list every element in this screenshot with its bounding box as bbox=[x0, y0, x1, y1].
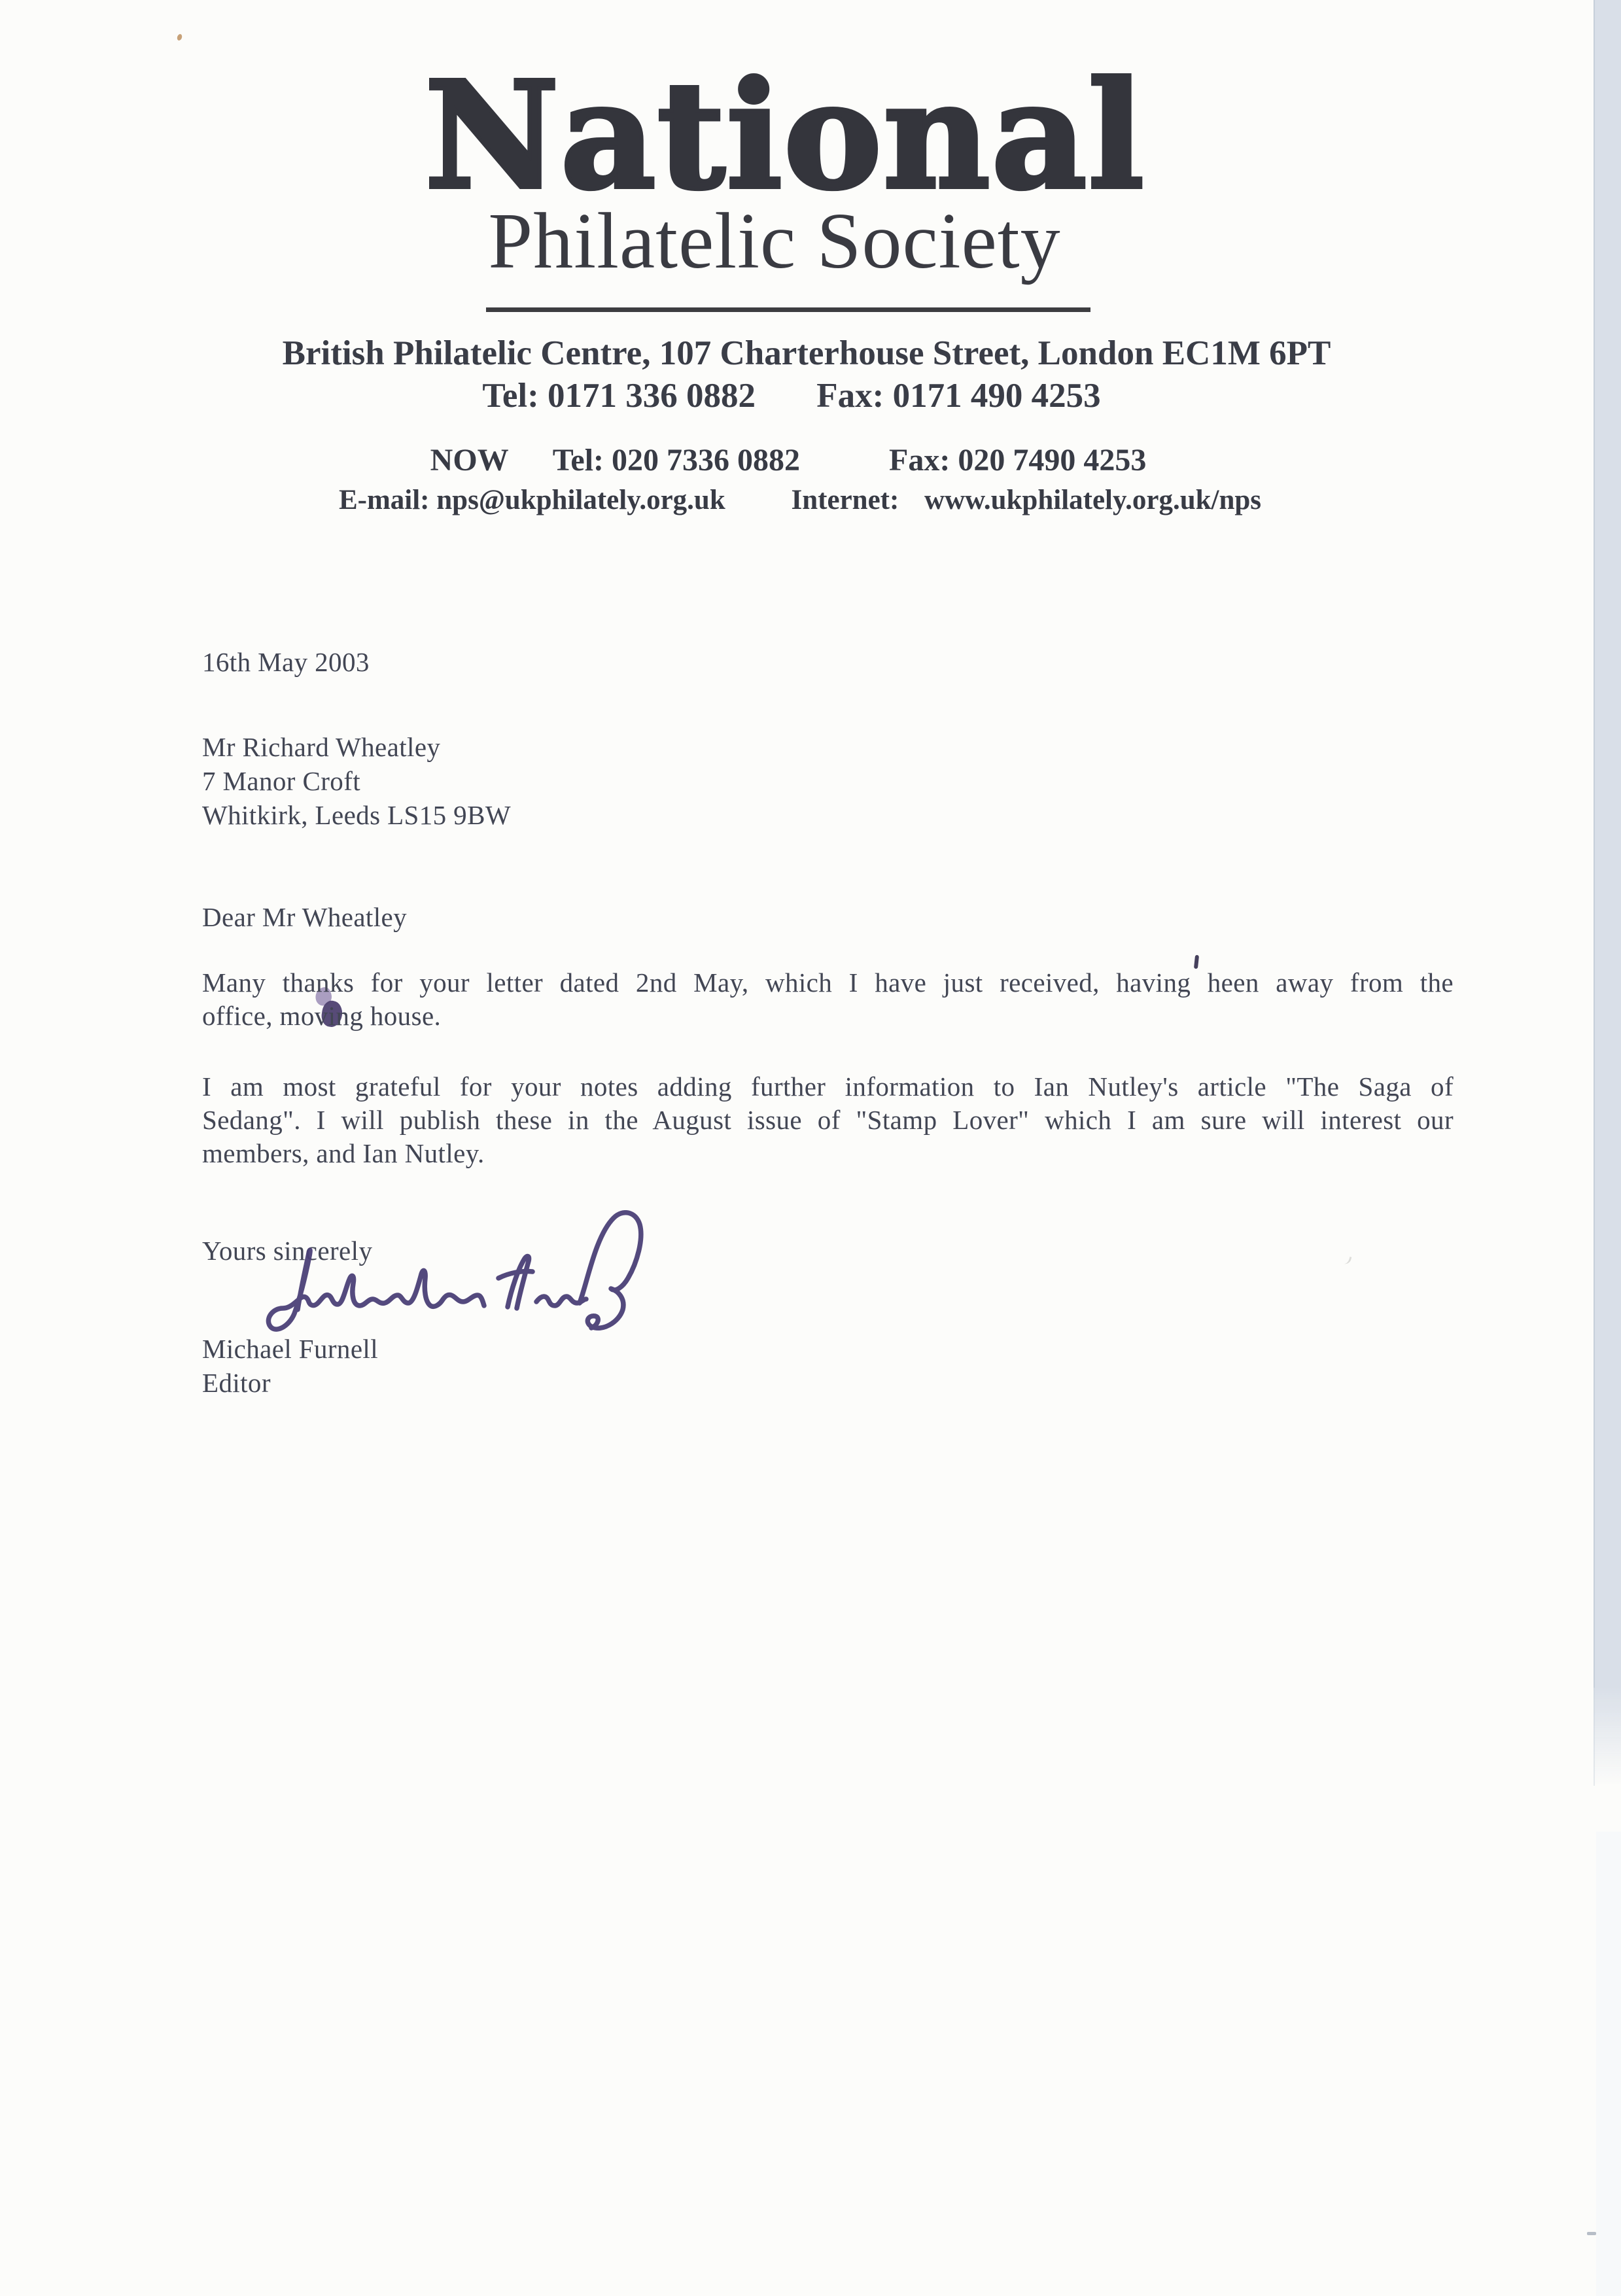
paragraph-2-line-2: Sedang". I will publish these in the August issue of "Stamp Lover" which I am sure will interest our bbox=[202, 1105, 1454, 1135]
tel-new: Tel: 020 7336 0882 bbox=[552, 443, 801, 478]
scan-noise-curl bbox=[1342, 1255, 1352, 1266]
letterhead-tel-fax-new bbox=[0, 442, 1599, 478]
signer-name: Michael Furnell bbox=[202, 1334, 379, 1364]
signer-title: Editor bbox=[202, 1368, 271, 1398]
closing-phrase: Yours sincerely bbox=[202, 1236, 373, 1266]
fax-new: Fax: 020 7490 4253 bbox=[889, 443, 1147, 478]
scanner-edge-band bbox=[1594, 0, 1621, 1688]
letterhead-rule bbox=[486, 307, 1090, 312]
letterhead-tel-fax-old bbox=[0, 376, 1602, 415]
scan-noise-speck bbox=[177, 33, 183, 41]
recipient-street: 7 Manor Croft bbox=[202, 766, 361, 796]
org-name-philatelic-society: Philatelic Society bbox=[488, 197, 1061, 285]
signature-stroke-michael bbox=[268, 1250, 484, 1329]
internet-label: Internet: bbox=[791, 485, 899, 515]
signature-ink bbox=[262, 1210, 671, 1341]
org-name-national: National bbox=[425, 50, 1145, 222]
paragraph-1-line-2: office, moving house. bbox=[202, 1001, 442, 1031]
email-value: nps@ukphilately.org.uk bbox=[436, 485, 725, 515]
recipient-city: Whitkirk, Leeds LS15 9BW bbox=[202, 800, 511, 830]
signature-stroke-f-stem bbox=[508, 1257, 529, 1308]
scan-noise-dash bbox=[1587, 2232, 1596, 2235]
paragraph-1-line-1: Many thanks for your letter dated 2nd May, which I have just received, having heen away from the bbox=[202, 967, 1454, 998]
letter-date: 16th May 2003 bbox=[202, 647, 370, 677]
paragraph-1 bbox=[202, 967, 1454, 1034]
internet-value: www.ukphilately.org.uk/nps bbox=[924, 485, 1262, 515]
paragraph-2 bbox=[202, 1071, 1454, 1171]
letterhead-email-internet bbox=[0, 484, 1611, 516]
recipient-name: Mr Richard Wheatley bbox=[202, 732, 441, 762]
paragraph-2-line-1: I am most grateful for your notes adding further information to Ian Nutley's article "The Saga of bbox=[202, 1071, 1454, 1102]
tel-old: Tel: 0171 336 0882 bbox=[482, 377, 756, 415]
email-label: E-mail: bbox=[338, 485, 430, 515]
signature-stroke-flourish bbox=[580, 1213, 641, 1329]
letterhead-address: British Philatelic Centre, 107 Charterhouse Street, London EC1M 6PT bbox=[282, 334, 1331, 372]
fax-old: Fax: 0171 490 4253 bbox=[816, 377, 1101, 415]
now-label: NOW bbox=[430, 443, 508, 478]
scanner-edge-band-fade bbox=[1594, 1688, 1621, 1786]
scanner-edge-band-ghost bbox=[1596, 1832, 1621, 2296]
paragraph-2-line-3: members, and Ian Nutley. bbox=[202, 1138, 485, 1168]
salutation: Dear Mr Wheatley bbox=[202, 902, 407, 932]
